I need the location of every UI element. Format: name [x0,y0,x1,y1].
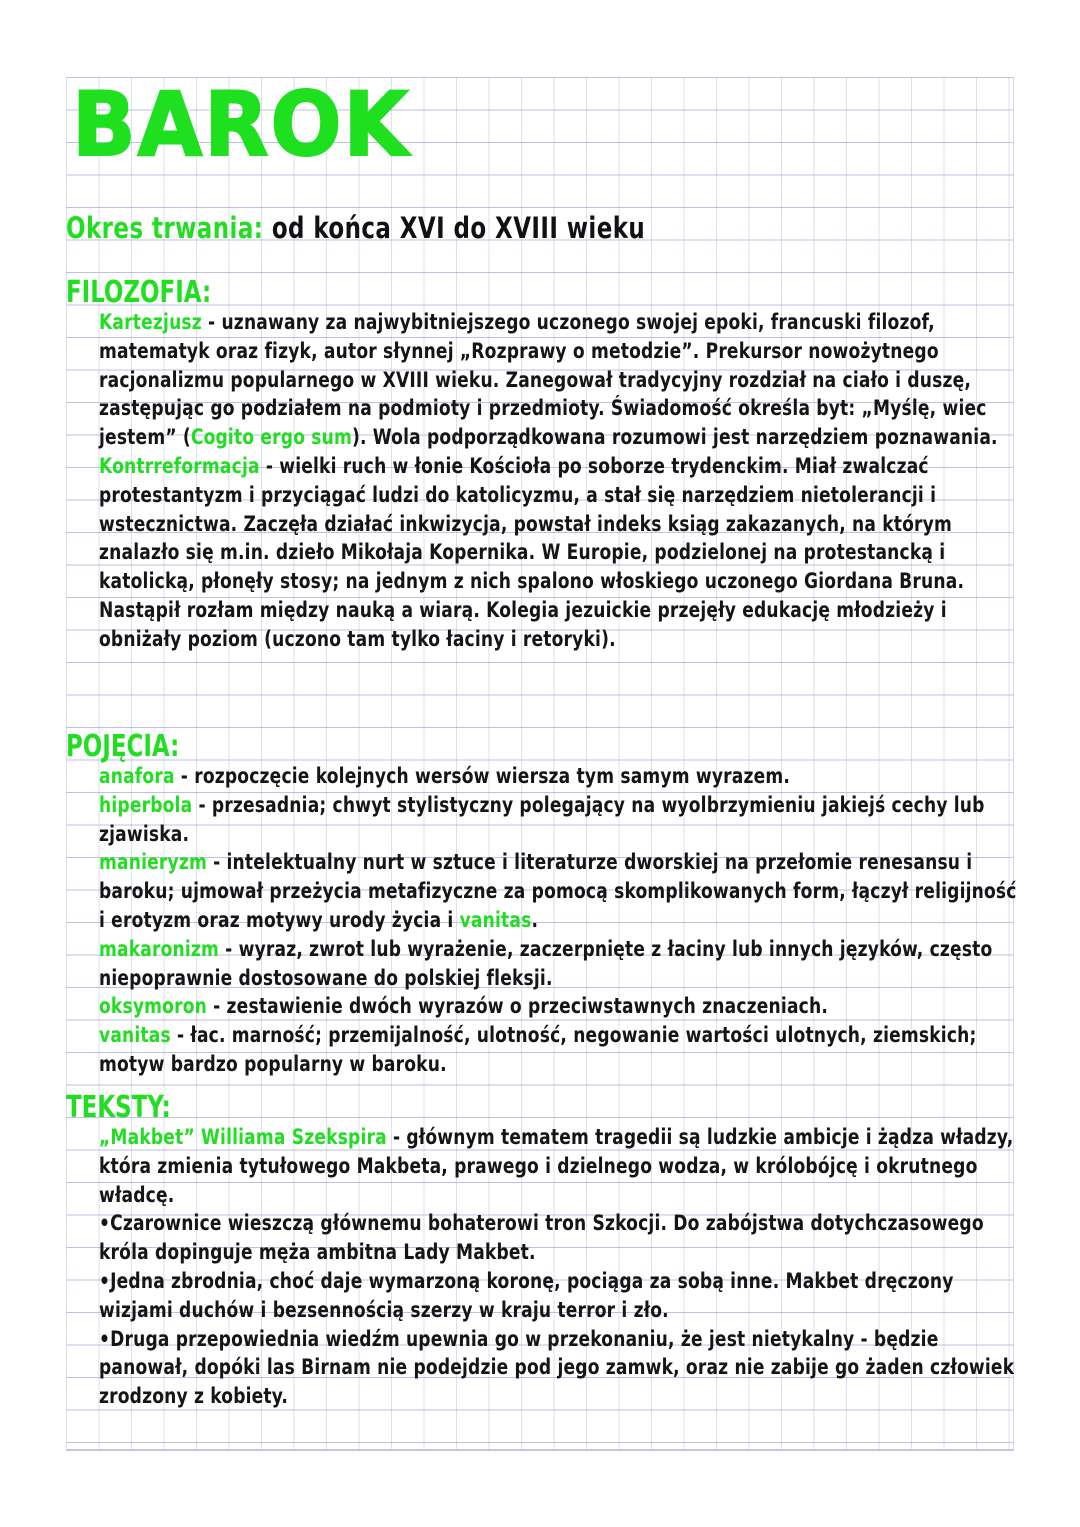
bullet-item: •Jedna zbrodnia, choć daje wymarzoną koronę, pociąga za sobą inne. Makbet dręczony wizjami duchów i bezsennością szerzy w kraju terror i zło. [99,1268,954,1322]
entry-text: . [531,907,539,932]
entry-text: ). Wola podporządkowana rozumowi jest narzędziem poznawania. [351,425,998,450]
term-hiperbola: hiperbola [99,792,193,817]
entry-manieryzm [99,848,1018,934]
entry-kartezjusz [99,308,1018,452]
entry-text: - wielki ruch w łonie Kościoła po soborze trydenckim. Miał zwalczać protestantyzm i przyciągać ludzi do katolicyzmu, a stał się narzędziem nietolerancji i wstecznictwa. Zaczęła działać inkwizycja, powstał indeks ksiąg zakazanych, na którym znalazło się m.in. dzieło Mikołaja Kopernika. W Europie, podzielonej na protestancką i katolicką, płonęły stosy; na jednym z nich spalono włoskiego uczonego Giordana Bruna. Nastąpił rozłam między nauką a wiarą. Kolegia jezuickie przejęły edukację młodzieży i obniżały poziom (uczono tam tylko łaciny i retoryki). [99,453,965,651]
term-vanitas: vanitas [99,1023,171,1048]
bullet-item: •Druga przepowiednia wiedźm upewnia go w przekonaniu, że jest nietykalny - będzie panował, dopóki las Birnam nie podejdzie pod jego zamwk, oraz nie zabije go żaden człowiek zrodzony z kobiety. [99,1326,1015,1409]
entry-text: - rozpoczęcie kolejnych wersów wiersza tym samym wyrazem. [174,764,791,788]
period-value: od końca XVI do XVIII wieku [271,211,646,245]
entry-text: - przesadnia; chwyt stylistyczny polegający na wyolbrzymieniu jakiejś cechy lub zjawiska. [99,792,985,846]
highlight-vanitas: vanitas [459,907,532,932]
entry-kontrreformacja [99,452,1018,654]
entry-text: - łac. marność; przemijalność, ulotność, negowanie wartości ulotnych, ziemskich; motyw bardzo popularny w baroku. [99,1023,977,1076]
term-kontrreformacja: Kontrreformacja [99,453,260,478]
term-anafora: anafora [99,764,175,788]
entry-hiperbola [99,791,1018,849]
entry-vanitas [99,1021,1018,1079]
term-makaronizm: makaronizm [99,936,220,961]
section-heading-pojecia: POJĘCIA: [66,729,180,764]
entry-oksymoron [99,992,1018,1021]
term-makbet: „Makbet” Williama Szekspira [99,1125,387,1149]
entry-makbet [99,1123,1018,1209]
entry-text: - uznawany za najwybitniejszego uczonego swojej epoki, francuski filozof, matematyk oraz fizyk, autor słynnej „Rozprawy o metodzie”. Prekursor nowożytnego racjonalizmu popularnego w XVIII wieku. Zanegował tradycyjny rozdział na ciało i duszę, zastępując go podziałem na podmioty i przedmioty. Świadomość określa byt: „Myślę, wiec jestem” ( [99,310,987,450]
period-line [66,211,645,245]
term-kartezjusz: Kartezjusz [99,310,202,334]
section-pojecia [99,762,1019,1079]
entry-text: - głównym tematem tragedii są ludzkie ambicje i żądza władzy, która zmienia tytułowego Makbeta, prawego i dzielnego wodza, w królobójcę i okrutnego władcę. [99,1125,1014,1207]
highlight-cogito: Cogito ergo sum [190,425,352,450]
entry-makaronizm [99,935,1018,993]
entry-anafora [99,762,1018,791]
entry-text: - wyraz, zwrot lub wyrażenie, zaczerpnięte z łaciny lub innych języków, często niepoprawnie dostosowane do polskiej fleksji. [99,936,993,990]
entry-text: - intelektualny nurt w sztuce i literaturze dworskiej na przełomie renesansu i baroku; ujmował przeżycia metafizyczne za pomocą skomplikowanych form, łączył religijność i erotyzm oraz motywy urody życia i [99,850,1017,932]
section-heading-teksty: TEKSTY: [66,1090,171,1125]
term-manieryzm: manieryzm [99,850,207,875]
period-label: Okres trwania: [66,211,264,245]
entry-text: - zestawienie dwóch wyrazów o przeciwstawnych znaczeniach. [207,994,829,1019]
section-teksty [99,1123,1019,1411]
page-title: BAROK [72,73,411,176]
term-oksymoron: oksymoron [99,994,208,1019]
section-filozofia [99,308,1019,654]
section-heading-filozofia: FILOZOFIA: [66,275,212,310]
bullet-item: •Czarownice wieszczą głównemu bohaterowi tron Szkocji. Do zabójstwa dotychczasowego króla dopinguje męża ambitna Lady Makbet. [99,1211,984,1265]
